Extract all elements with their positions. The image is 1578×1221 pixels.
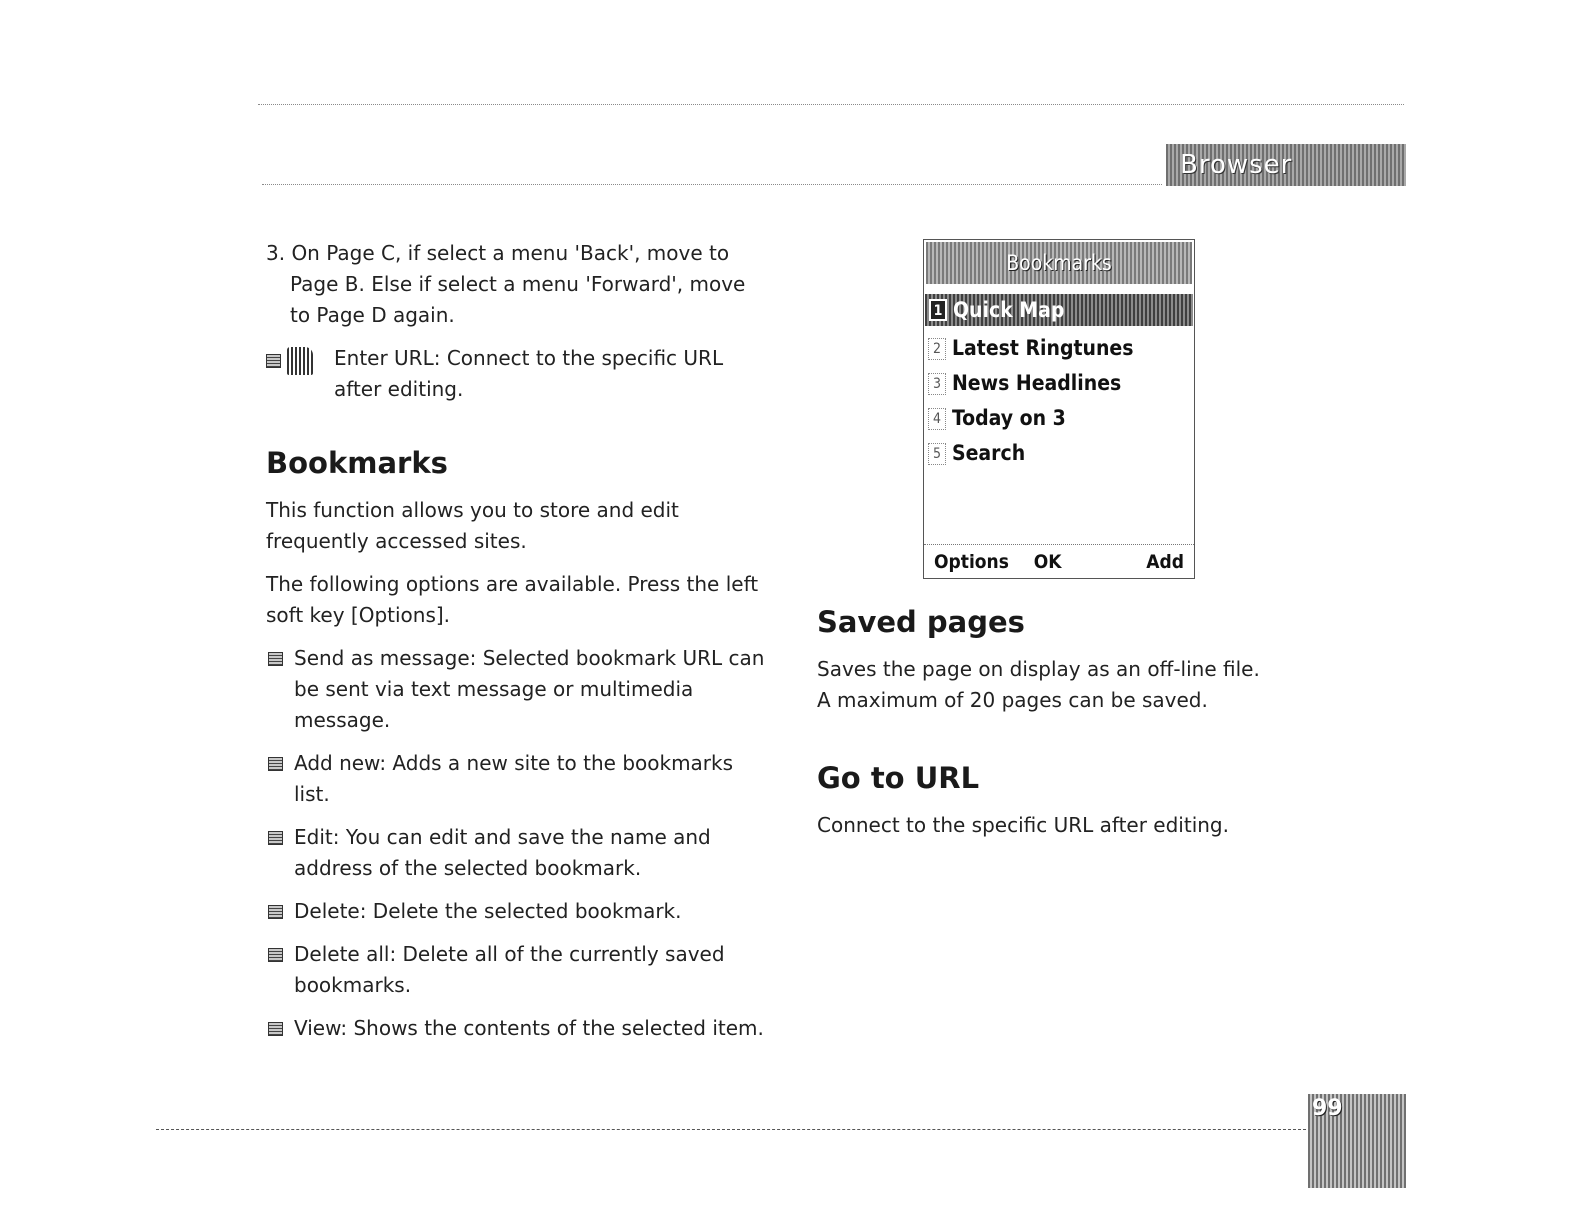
item-number-icon: 5 — [928, 443, 946, 465]
option-text: View: Shows the contents of the selected item. — [294, 1016, 764, 1040]
number-3-icon — [268, 831, 283, 845]
phone-softkey-bar — [924, 544, 1194, 578]
phone-screen-title: Bookmarks — [926, 242, 1192, 284]
softkey-ok[interactable]: OK — [1033, 550, 1062, 573]
footer-rule — [156, 1129, 1306, 1130]
page-number-badge — [1308, 1094, 1406, 1188]
item-number-icon: 4 — [928, 408, 946, 430]
saved-pages-text: Saves the page on display as an off-line file. A maximum of 20 pages can be saved. — [817, 657, 1260, 712]
phone-bookmark-item[interactable] — [924, 436, 1194, 471]
go-to-url-text: Connect to the specific URL after editing. — [817, 813, 1229, 837]
saved-pages-heading: Saved pages — [817, 605, 1025, 639]
number-6-icon — [268, 1022, 283, 1036]
option-delete — [266, 896, 766, 927]
option-text: Delete all: Delete all of the currently saved bookmarks. — [294, 942, 725, 997]
number-2-icon — [268, 757, 283, 771]
option-edit — [266, 822, 766, 884]
section-tab-browser: Browser — [1166, 144, 1406, 186]
header-bottom-rule — [262, 184, 1162, 185]
softkey-add[interactable]: Add — [1146, 550, 1184, 573]
option-text: Edit: You can edit and save the name and address of the selected bookmark. — [294, 825, 711, 880]
enter-url-text: Enter URL: Connect to the specific URL after editing. — [334, 346, 724, 401]
option-text: Send as message: Selected bookmark URL can be sent via text message or multimedia message. — [294, 646, 765, 732]
right-column — [817, 604, 1317, 853]
phone-bookmark-item[interactable] — [924, 331, 1194, 366]
phone-bookmark-item[interactable] — [924, 401, 1194, 436]
item-label: News Headlines — [952, 371, 1122, 395]
option-text: Delete: Delete the selected bookmark. — [294, 899, 682, 923]
item-label: Today on 3 — [952, 406, 1066, 430]
phone-bookmark-item[interactable] — [925, 294, 1193, 326]
bookmarks-options-intro: The following options are available. Press the left soft key [Options]. — [266, 572, 759, 627]
phone-bookmark-list — [924, 294, 1194, 471]
bookmarks-intro: This function allows you to store and edit frequently accessed sites. — [266, 498, 679, 553]
phone-screen-bookmarks — [923, 239, 1195, 579]
option-text: Add new: Adds a new site to the bookmarks list. — [294, 751, 734, 806]
browser-hand-icon — [287, 347, 313, 375]
menu-number-icon — [266, 354, 281, 368]
item-number-icon: 1 — [929, 299, 947, 321]
number-1-icon — [268, 652, 283, 666]
option-send-as-message — [266, 643, 766, 736]
item-label: Quick Map — [953, 298, 1065, 322]
softkey-options[interactable]: Options — [934, 550, 1009, 573]
page-number: 99 — [1312, 1096, 1343, 1121]
left-column — [266, 238, 766, 1056]
phone-bookmark-item[interactable] — [924, 366, 1194, 401]
bookmarks-heading: Bookmarks — [266, 446, 448, 480]
enter-url-option — [266, 343, 766, 405]
number-5-icon — [268, 948, 283, 962]
option-view — [266, 1013, 766, 1044]
step-3-text: 3. On Page C, if select a menu 'Back', move to Page B. Else if select a menu 'Forward', move to Page D again. — [266, 241, 746, 327]
option-add-new — [266, 748, 766, 810]
header-top-rule — [258, 104, 1404, 105]
item-number-icon: 2 — [928, 338, 946, 360]
option-delete-all — [266, 939, 766, 1001]
go-to-url-heading: Go to URL — [817, 761, 980, 795]
item-label: Search — [952, 441, 1026, 465]
number-4-icon — [268, 905, 283, 919]
item-label: Latest Ringtunes — [952, 336, 1134, 360]
item-number-icon: 3 — [928, 373, 946, 395]
